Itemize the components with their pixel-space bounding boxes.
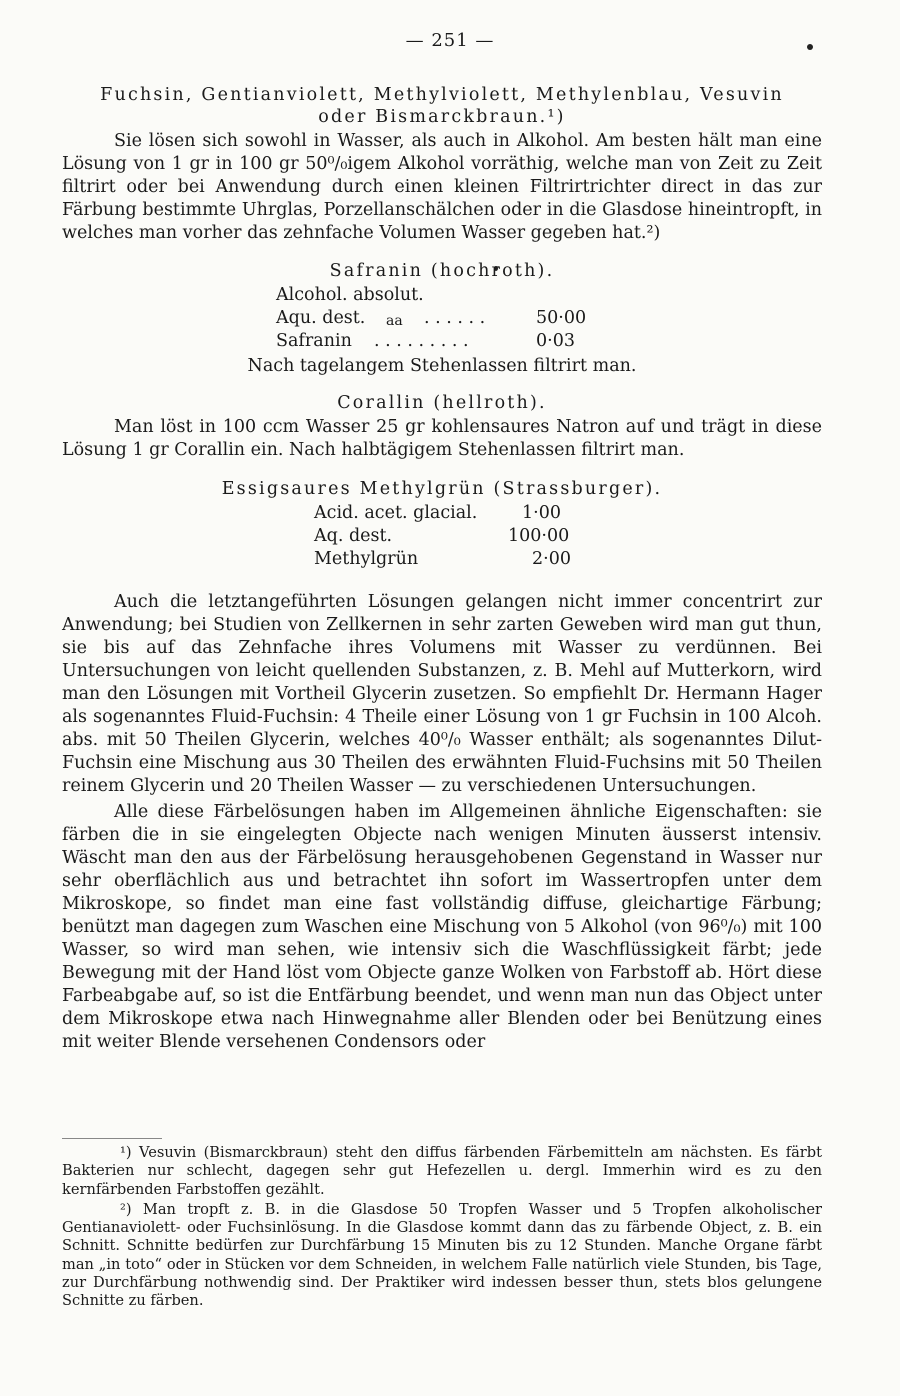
recipe-dots: . . . . . . . . . bbox=[374, 331, 469, 351]
page-number: — 251 — bbox=[405, 30, 495, 51]
section-title-fuchsin: Fuchsin, Gentianviolett, Methylviolett, Methylenblau, Vesuvin bbox=[100, 85, 784, 105]
footnotes bbox=[62, 1144, 822, 1311]
recipe-amount: 50·00 bbox=[536, 308, 587, 328]
recipe-amount: 0·03 bbox=[536, 331, 575, 351]
recipe-ingredient: Aqu. dest. bbox=[276, 308, 366, 328]
paragraph-fuchsin: Sie lösen sich sowohl in Wasser, als auch in Alkohol. Am besten hält man eine Lösung von 1 gr in 100 gr 50⁰/₀igem Alkohol vorräthig, welche man von Zeit zu Zeit filtrirt oder bei Anwendung durch einen kleinen Filtrirtrichter direct in das zur Färbung bestimmte Uhrglas, Porzellanschälchen oder in die Glasdose hineintropft, in welches man vorher das zehnfache Volumen Wasser gegeben hat.²) bbox=[62, 131, 822, 243]
recipe-mark: aa bbox=[386, 313, 403, 329]
recipe-amount: 1·00 bbox=[522, 503, 561, 523]
recipe-row bbox=[62, 548, 822, 571]
recipe-ingredient: Safranin bbox=[276, 331, 352, 351]
paragraph-staining-properties: Alle diese Färbelösungen haben im Allgemeinen ähnliche Eigenschaften: sie färben die in sie eingelegten Objecte nach wenigen Minuten äusserst intensiv. Wäscht man den aus der Färbelösung herausgehobenen Gegenstand in Wasser nur sehr oberflächlich aus und betrachtet ihn sofort im Wassertropfen unter dem Mikroskope, so findet man eine fast vollständig diffuse, gleichartige Färbung; benützt man dagegen zum Waschen eine Mischung von 5 Alkohol (von 96⁰/₀) mit 100 Wasser, so wird man sehen, wie intensiv sich die Waschflüssigkeit färbt; jede Bewegung mit der Hand löst vom Objecte ganze Wolken von Farbstoff ab. Hört diese Farbeabgabe auf, so ist die Entfärbung beendet, und wenn man nun das Object unter dem Mikroskope etwa nach Hinwegnahme aller Blenden oder bei Benützung eines mit weiter Blende versehenen Condensors oder bbox=[62, 802, 822, 1052]
ink-speck bbox=[807, 44, 813, 50]
recipe-amount: 2·00 bbox=[532, 549, 571, 569]
recipe-row bbox=[62, 307, 822, 330]
recipe-title-safranin: Safranin (hochroth). bbox=[329, 261, 555, 281]
recipe-ingredient: Aq. dest. bbox=[314, 526, 393, 546]
footnote-1: ¹) Vesuvin (Bismarckbraun) steht den diffus färbenden Färbemitteln am nächsten. Es färbt Bakterien nur schlecht, dagegen sehr gut Hefezellen u. dergl. Immerhin wird es zu den kernfärbenden Farbstoffen gezählt. bbox=[62, 1144, 822, 1198]
main-text bbox=[62, 84, 822, 1054]
paragraph-corallin: Man löst in 100 ccm Wasser 25 gr kohlensaures Natron auf und trägt in diese Lösung 1 gr Corallin ein. Nach halbtägigem Stehenlassen filtrirt man. bbox=[62, 417, 822, 460]
recipe-note-safranin: Nach tagelangem Stehenlassen filtrirt man. bbox=[247, 356, 637, 376]
recipe-dots: . . . . . . bbox=[424, 308, 486, 328]
recipe-row bbox=[62, 525, 822, 548]
recipe-ingredient: Acid. acet. glacial. bbox=[314, 503, 478, 523]
recipe-title-corallin: Corallin (hellroth). bbox=[337, 393, 547, 413]
recipe-row bbox=[62, 284, 822, 307]
paragraph-dilution: Auch die letztangeführten Lösungen gelangen nicht immer concentrirt zur Anwendung; bei Studien von Zellkernen in sehr zarten Geweben wird man gut thun, sie bis auf das Zehnfache ihres Volumens mit Wasser zu verdünnen. Bei Untersuchungen von leicht quellenden Substanzen, z. B. Mehl auf Mutterkorn, wird man den Lösungen mit Vortheil Glycerin zusetzen. So empfiehlt Dr. Hermann Hager als sogenanntes Fluid-Fuchsin: 4 Theile einer Lösung von 1 gr Fuchsin in 100 Alcoh. abs. mit 50 Theilen Glycerin, welches 40⁰/₀ Wasser enthält; als sogenanntes Dilut-Fuchsin eine Mischung aus 30 Theilen des erwähnten Fluid-Fuchsins mit 50 Theilen reinem Glycerin und 20 Theilen Wasser — zu verschiedenen Untersuchungen. bbox=[62, 592, 822, 796]
recipe-row bbox=[62, 330, 822, 353]
section-title-fuchsin-line2: oder Bismarckbraun.¹) bbox=[318, 107, 566, 127]
recipe-ingredient: Methylgrün bbox=[314, 549, 419, 569]
recipe-title-methylgruen: Essigsaures Methylgrün (Strassburger). bbox=[221, 479, 663, 499]
footnote-rule bbox=[62, 1138, 162, 1139]
recipe-safranin bbox=[62, 284, 822, 353]
recipe-amount: 100·00 bbox=[508, 526, 570, 546]
footnote-2: ²) Man tropft z. B. in die Glasdose 50 Tropfen Wasser und 5 Tropfen alkoholischer Gentianaviolett- oder Fuchsinlösung. In die Glasdose kommt dann das zu färbende Object, z. B. ein Schnitt. Schnitte bedürfen zur Durchfärbung 15 Minuten bis zu 12 Stunden. Manche Organe färbt man „in toto“ oder in Stücken vor dem Schneiden, in welchem Falle natürlich viele Stunden, bis Tage, zur Durchfärbung nothwendig sind. Der Praktiker wird indessen besser thun, stets blos gelungene Schnitte zu färben. bbox=[62, 1200, 822, 1310]
recipe-ingredient: Alcohol. absolut. bbox=[276, 285, 424, 305]
recipe-methylgruen bbox=[62, 502, 822, 571]
recipe-row bbox=[62, 502, 822, 525]
